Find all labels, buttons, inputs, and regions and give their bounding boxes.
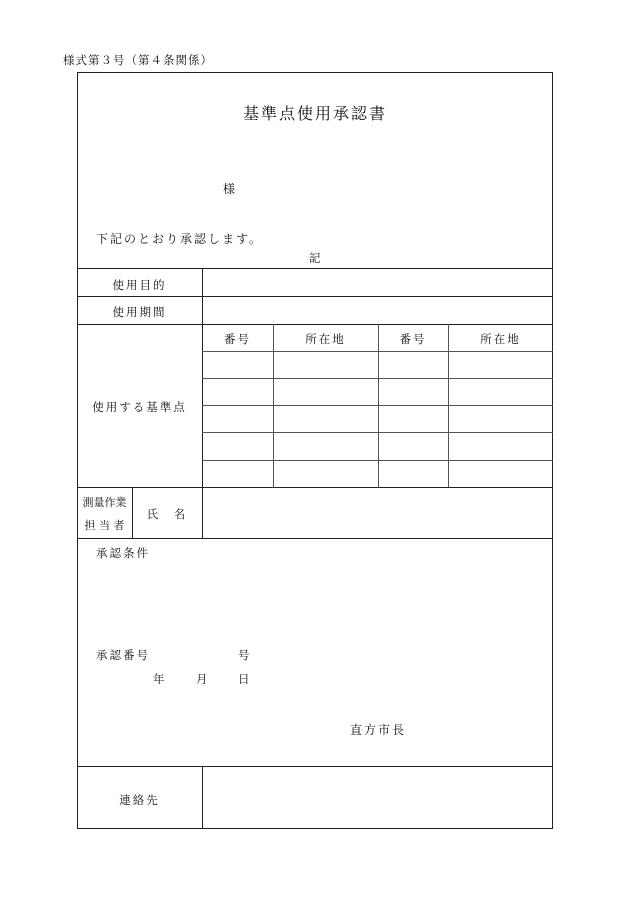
contact-label: 連絡先 xyxy=(119,793,160,807)
purpose-field[interactable] xyxy=(203,269,552,296)
date-day: 日 xyxy=(238,672,252,686)
surveyor-name-field[interactable] xyxy=(203,488,552,538)
form-title: 基準点使用承認書 xyxy=(242,104,387,123)
form-frame xyxy=(77,72,553,829)
contact-field[interactable] xyxy=(203,767,552,828)
date-year: 年 xyxy=(153,672,167,686)
issuer: 直方市長 xyxy=(350,723,407,737)
approval-number-suffix: 号 xyxy=(238,648,252,662)
period-label: 使用期間 xyxy=(112,305,167,319)
surveyor-label-line1: 測量作業 xyxy=(82,496,127,509)
form-number: 様式第３号（第４条関係） xyxy=(63,53,213,67)
notice-text: 下記のとおり承認します。 xyxy=(96,232,264,246)
points-header-location-2: 所在地 xyxy=(480,332,521,346)
points-label: 使用する基準点 xyxy=(92,400,187,414)
approval-number-label: 承認番号 xyxy=(96,648,150,662)
record-label: 記 xyxy=(309,251,323,265)
points-header-location-1: 所在地 xyxy=(305,332,346,346)
name-label: 氏 名 xyxy=(146,507,188,521)
date-month: 月 xyxy=(196,672,210,686)
points-header-number-1: 番号 xyxy=(224,332,251,346)
conditions-label: 承認条件 xyxy=(96,546,150,560)
addressee-suffix: 様 xyxy=(223,182,238,196)
surveyor-label-line2: 担 当 者 xyxy=(84,519,125,532)
points-header-number-2: 番号 xyxy=(399,332,427,346)
purpose-label: 使用目的 xyxy=(112,278,167,292)
period-field[interactable] xyxy=(203,297,552,324)
